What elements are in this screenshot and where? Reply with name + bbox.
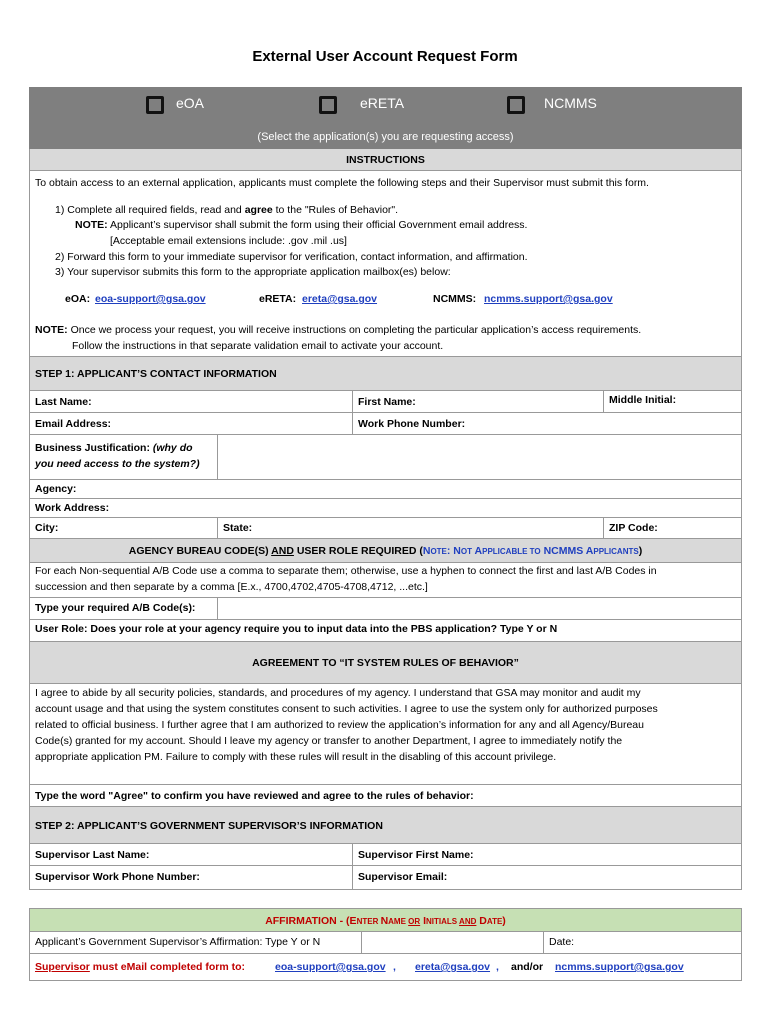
af-heading-a: AFFIRMATION - (E [265, 915, 357, 927]
step1-pre: 1) Complete all required fields, read and [55, 204, 245, 216]
supervisor-last-name-field[interactable] [30, 844, 352, 865]
step2-heading-text: STEP 2: APPLICANT’S GOVERNMENT SUPERVISOR’S INFORMATION [35, 820, 383, 832]
instruction-step-2: 2) Forward this form to your immediate supervisor for verification, contact information, and affirmation. [55, 251, 528, 263]
work-phone-label: Work Phone Number: [358, 418, 466, 430]
first-name-field[interactable] [352, 391, 603, 412]
justification-row [29, 435, 742, 480]
name-row [29, 391, 742, 413]
supervisor-phone-label: Supervisor Work Phone Number: [35, 871, 200, 883]
ncmms-label: NCMMS [544, 95, 597, 111]
submit-ncmms-link[interactable]: ncmms.support@gsa.gov [555, 961, 684, 973]
agreement-line4: Code(s) granted for my account. Should I leave my agency or transfer to another Department, I agree to immediately notify the [35, 735, 623, 747]
justification-label-line2: you need access to the system?) [35, 458, 200, 470]
instruction-step-3: 3) Your supervisor submits this form to the appropriate application mailbox(es) below: [55, 266, 451, 278]
note-text: Applicant’s supervisor shall submit the form using their official Government email address. [107, 219, 528, 231]
ereta-checkbox[interactable] [319, 96, 337, 114]
ncmms-mailbox-label: NCMMS: [433, 293, 477, 305]
form-title: External User Account Request Form [252, 48, 518, 65]
processing-note-line2: Follow the instructions in that separate validation email to activate your account. [72, 340, 444, 352]
ac-heading-b: USER ROLE REQUIRED ( [293, 545, 423, 557]
af-and: AND [459, 917, 477, 926]
submit-comma1: , [393, 961, 396, 973]
affirmation-input-field[interactable] [361, 932, 543, 953]
work-address-row[interactable] [29, 499, 742, 518]
submit-rest: must eMail completed form to: [89, 961, 246, 973]
state-label: State: [223, 522, 253, 534]
ab-code-row [29, 598, 742, 620]
justification-text: Business Justification: [35, 442, 153, 454]
affirmation-date-field[interactable] [543, 932, 741, 953]
instruction-note [75, 219, 527, 231]
city-field[interactable] [30, 518, 217, 538]
email-extensions: [Acceptable email extensions include: .gov .mil .us] [110, 235, 347, 247]
instructions-heading-text: INSTRUCTIONS [346, 154, 425, 166]
agency-codes-heading [29, 539, 742, 563]
middle-initial-label: Middle Initial: [609, 394, 677, 406]
submit-comma2: , [496, 961, 499, 973]
ac-ncmms: NCMMS A [540, 545, 594, 557]
note2-line1: Once we process your request, you will receive instructions on completing the particular application’s access requirements. [67, 324, 642, 336]
supervisor-last-name-label: Supervisor Last Name: [35, 849, 150, 861]
af-or: OR [408, 917, 421, 926]
af-ate: ATE [486, 917, 503, 926]
application-selector [29, 87, 742, 149]
note-label: NOTE: [75, 219, 108, 231]
af-heading-close: ) [502, 915, 506, 927]
instructions-body [29, 171, 742, 357]
agreement-line2: account usage and that using the system constitutes consent to such activities. I agree to use the system only for authorized purposes [35, 703, 658, 715]
work-phone-field[interactable] [352, 413, 741, 434]
eoa-mailbox-label: eOA: [65, 293, 91, 305]
agency-row[interactable] [29, 480, 742, 499]
supervisor-name-row [29, 844, 742, 866]
supervisor-first-name-label: Supervisor First Name: [358, 849, 474, 861]
ac-pplicants: PPLICANTS [593, 547, 639, 556]
last-name-label: Last Name: [35, 396, 92, 408]
select-note: (Select the application(s) you are requesting access) [257, 131, 514, 143]
af-ame: AME [388, 917, 409, 926]
city-label: City: [35, 522, 59, 534]
ereta-mailbox-label: eRETA: [259, 293, 297, 305]
submit-eoa-link[interactable]: eoa-support@gsa.gov [275, 961, 386, 973]
first-name-label: First Name: [358, 396, 416, 408]
ac-heading-and: AND [271, 545, 294, 557]
email-field[interactable] [30, 413, 352, 434]
justification-italic: (why do [152, 442, 193, 454]
instruction-step-1 [55, 204, 398, 216]
submit-instruction-row [29, 954, 742, 981]
agreement-line5: appropriate application PM. Failure to comply with these rules will result in the disabling of this account privilege. [35, 751, 557, 763]
zip-label: ZIP Code: [609, 522, 658, 534]
step1-heading [29, 357, 742, 391]
ac-heading-a: AGENCY BUREAU CODE(S) [128, 545, 272, 557]
ab-code-label: Type your required A/B Code(s): [35, 602, 196, 614]
step2-heading [29, 807, 742, 844]
submit-supervisor: Supervisor [35, 961, 90, 973]
af-nter: NTER [356, 917, 381, 926]
affirmation-heading [29, 908, 742, 932]
af-d: D [476, 915, 487, 927]
instructions-heading [29, 149, 742, 171]
justification-label-line1 [35, 442, 193, 454]
eoa-mailbox-link[interactable]: eoa-support@gsa.gov [95, 293, 206, 305]
agreement-heading-text: AGREEMENT TO “IT SYSTEM RULES OF BEHAVIOR” [252, 657, 519, 669]
ac-n: N [422, 545, 431, 557]
agreement-line1: I agree to abide by all security policies, standards, and procedures of my agency. I understand that GSA may monitor and audit my [35, 687, 641, 699]
supervisor-email-label: Supervisor Email: [358, 871, 448, 883]
af-i: I [420, 915, 426, 927]
supervisor-first-name-field[interactable] [352, 844, 741, 865]
supervisor-contact-row [29, 866, 742, 890]
state-field[interactable] [217, 518, 603, 538]
email-row [29, 413, 742, 435]
agree-confirm-row[interactable] [29, 785, 742, 807]
submit-instruction [35, 961, 245, 973]
eoa-label: eOA [176, 95, 205, 111]
step1-post: to the "Rules of Behavior". [272, 204, 399, 216]
ac-ot: OT [460, 547, 472, 556]
instructions-intro: To obtain access to an external application, applicants must complete the following steps and their Supervisor must submit this form. [35, 177, 649, 189]
work-address-label: Work Address: [35, 502, 110, 514]
affirmation-date-label: Date: [549, 936, 575, 948]
ab-code-label-cell [30, 598, 217, 619]
ncmms-checkbox[interactable] [507, 96, 525, 114]
ac-heading-note [423, 545, 639, 557]
ac-ote: OTE [430, 547, 447, 556]
last-name-field[interactable] [30, 391, 352, 412]
af-nitials: NITIALS [426, 917, 460, 926]
justification-field[interactable] [217, 435, 741, 479]
agency-codes-instruction [29, 563, 742, 598]
agreement-body [29, 684, 742, 785]
ac-instruction-line2: succession and then separate by a comma [E.x., 4700,4702,4705-4708,4712, ...etc.] [35, 581, 428, 593]
ac-pplicable: PPLICABLE TO [482, 547, 541, 556]
ereta-label: eRETA [360, 95, 405, 111]
ereta-mailbox-link[interactable]: ereta@gsa.gov [302, 293, 378, 305]
ac-d: A [472, 545, 483, 557]
processing-note [35, 324, 641, 336]
email-label: Email Address: [35, 418, 112, 430]
ab-code-field[interactable] [217, 598, 741, 619]
supervisor-email-field[interactable] [352, 866, 741, 889]
agreement-line3: related to official business. I further agree that I am authorized to review the application’s information for any and all Agency/Bureau [35, 719, 644, 731]
affirmation-label-cell [30, 932, 361, 953]
affirmation-statement: Applicant’s Government Supervisor’s Affirmation: Type Y or N [35, 936, 321, 948]
zip-field[interactable] [603, 518, 741, 538]
agreement-heading [29, 642, 742, 684]
ac-instruction-line1: For each Non-sequential A/B Code use a comma to separate them; otherwise, use a hyphen to connect the first and last A/B Codes in [35, 565, 657, 577]
submit-ereta-link[interactable]: ereta@gsa.gov [415, 961, 491, 973]
note2-label: NOTE: [35, 324, 68, 336]
middle-initial-field[interactable] [603, 391, 741, 412]
agree-confirm-label: Type the word "Agree" to confirm you have reviewed and agree to the rules of behavior: [35, 790, 474, 802]
justification-label-cell [30, 435, 217, 479]
affirmation-row [29, 932, 742, 954]
supervisor-phone-field[interactable] [30, 866, 352, 889]
user-role-row[interactable] [29, 620, 742, 642]
step1-heading-text: STEP 1: APPLICANT’S CONTACT INFORMATION [35, 368, 277, 380]
submit-andor: and/or [511, 961, 544, 973]
eoa-checkbox[interactable] [146, 96, 164, 114]
ac-c: : N [446, 545, 461, 557]
ncmms-mailbox-link[interactable]: ncmms.support@gsa.gov [484, 293, 613, 305]
agency-label: Agency: [35, 483, 77, 495]
ac-heading-close: ) [638, 545, 643, 557]
user-role-label: User Role: Does your role at your agency require you to input data into the PBS application? Type Y or N [35, 623, 558, 635]
af-n: N [380, 915, 389, 927]
city-state-zip-row [29, 518, 742, 539]
step1-bold: agree [244, 204, 273, 216]
